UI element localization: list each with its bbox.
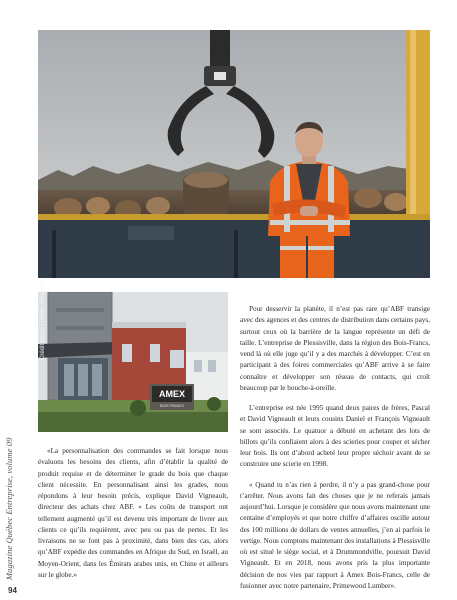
building-photo-amex [38, 292, 228, 432]
amex-sign-subtext: BOIS FRANCS [160, 404, 184, 408]
article-left-column [38, 446, 228, 581]
magazine-side-caption: Magazine Québec Entreprise, volume 09 [4, 437, 14, 580]
paragraph: «La personnalisation des commandes se fait lorsque nous évaluons les besoins des clients, afin d’établir la qualité de produit requise et de déterminer le grade du bois que chaque client nécessite. En personnalisant ainsi les grades, nous répondons à leur besoin précis, explique David Vigneault, directeur des achats chez ABF. « Les coûts de transport ont tellement augmenté qu’il est devenu très important de livrer aux clients ce qu’ils requièrent, avec peu ou pas de pertes. Et les livraisons ne se font pas à proximité, dans bien des cas, alors qu’ABF expédie des commandes en Afrique du Sud, en Israël, au Moyen-Orient, dans les Émirats arabes unis, en Chine et ailleurs sur le globe.» [38, 447, 228, 579]
building-illustration [38, 292, 228, 432]
amex-sign-text: AMEX [158, 389, 186, 399]
log-yard-illustration [38, 30, 430, 278]
paragraph: « Quand tu n’as rien à perdre, il n’y a pas grand-chose pour t’arrêter. Nous avons fait des choses que je ne referais jamais aujourd’hui. Lorsque je considère que nous avons maintenant une centaine d’employés et que notre chiffre d’affaires oscille autour des 100 millions de dollars de ventes annuelles, j’en ai parfois le vertige. Nous comptons maintenant des installations à Plessisville où est situé le siège social, et à Drummondville, poursuit David Vigneault. Et en 2018, nous avons pris la plus importante décision de nos vies par rapport à Amex Bois-Francs, celle de fusionner avec notre partenaire, Primewood Lumber». [240, 480, 430, 590]
top-photo-worker-log-yard [38, 30, 430, 278]
photo-credit: Crédit photo : Pierre Bourcier [40, 282, 46, 360]
paragraph: L’entreprise est née 1995 quand deux paires de frères, Pascal et David Vigneault et leurs cousins Daniel et François Vigneault se sont associés. Le quatuor a débuté en achetant des lots de billots qu’ils confiaient alors à des scieries pour couper et sécher leur bois. Ils ont d’abord acheté leur propre séchoir avant de se construire une scierie en 1998. [240, 404, 430, 469]
page-number: 94 [8, 586, 17, 595]
paragraph: Pour desservir la planète, il n’est pas rare qu’ABF transige avec des agences et des centres de distribution dans certains pays, surtout ceux où la barrière de la langue représente un défi de taille. L’entreprise de Plessisville, dans la région des Bois-Francs, vend là où elle juge qu’il y a des marchés à développer. C’est en participant à des foires commerciales qu’ABF arrive à se faire connaître et développer son réseau de contacts, qui croît beaucoup par le bouche-à-oreille. [240, 305, 430, 392]
article-right-column [240, 304, 430, 592]
